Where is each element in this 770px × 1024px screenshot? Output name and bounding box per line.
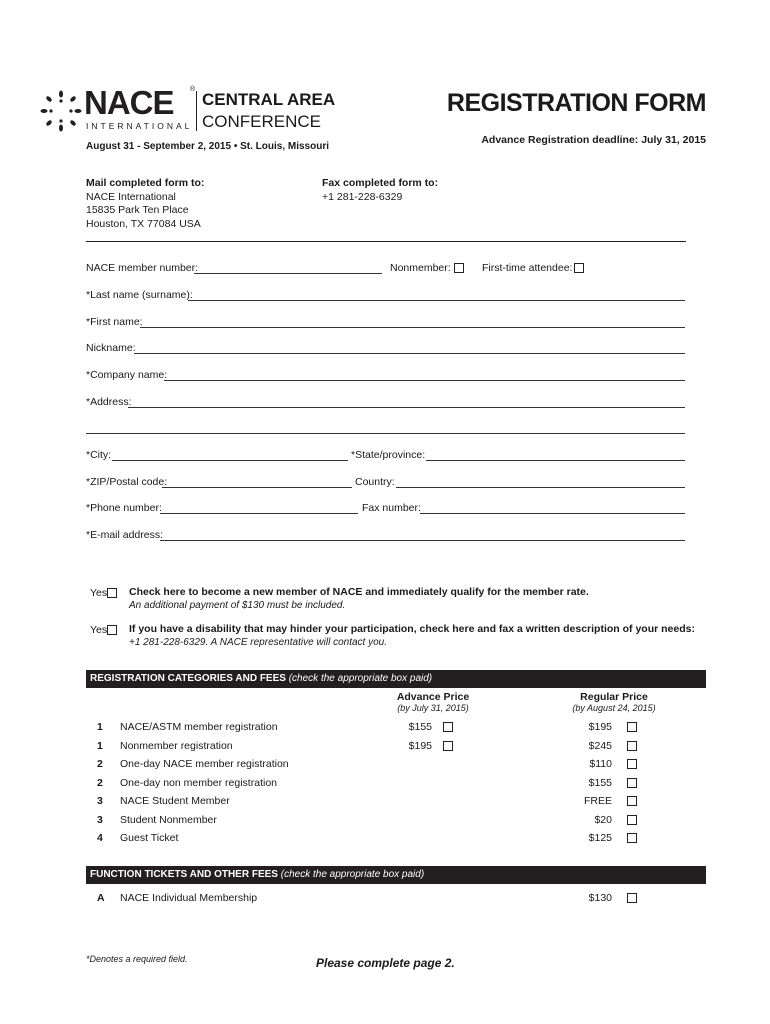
company-input[interactable] xyxy=(164,380,685,381)
disability-note: +1 281-228-6329. A NACE representative will contact you. xyxy=(129,637,388,648)
registration-section-hint: (check the appropriate box paid) xyxy=(288,673,433,684)
deadline-text: Advance Registration deadline: July 31, 2015 xyxy=(481,134,706,146)
mail-heading: Mail completed form to: xyxy=(86,177,205,189)
advance-price-heading: Advance Price xyxy=(396,691,470,703)
first-time-checkbox[interactable] xyxy=(574,263,584,273)
regular-price: $155 xyxy=(588,776,612,789)
function-row-num: A xyxy=(97,892,105,904)
regular-price-checkbox[interactable] xyxy=(627,722,637,732)
row-number: 1 xyxy=(97,739,103,752)
membership-yes-label: Yes xyxy=(90,587,108,599)
mail-line: NACE International xyxy=(86,190,176,203)
email-input[interactable] xyxy=(160,540,685,541)
logo-sub: INTERNATIONAL xyxy=(86,121,193,131)
fax-number-label: Fax number: xyxy=(362,502,421,514)
function-row-regular-price: $130 xyxy=(588,892,612,904)
disability-checkbox[interactable] xyxy=(107,625,117,635)
membership-note: An additional payment of $130 must be included. xyxy=(129,600,346,611)
phone-label: *Phone number: xyxy=(86,502,162,514)
advance-price-sub: (by July 31, 2015) xyxy=(397,703,469,713)
logo-brand: NACE xyxy=(84,84,174,121)
row-number: 3 xyxy=(97,795,103,807)
zip-label: *ZIP/Postal code: xyxy=(86,476,168,488)
table-row xyxy=(0,777,770,793)
event-line1: CENTRAL AREA xyxy=(202,90,336,109)
first-name-input[interactable] xyxy=(140,327,685,328)
regular-price-checkbox[interactable] xyxy=(627,796,637,806)
table-row xyxy=(0,814,770,830)
country-input[interactable] xyxy=(396,487,685,488)
advance-price: $155 xyxy=(408,721,432,733)
function-section-hint: (check the appropriate box paid) xyxy=(280,869,425,880)
continue-note: Please complete page 2. xyxy=(316,956,455,970)
regular-price-checkbox[interactable] xyxy=(627,759,637,769)
address-input-line2[interactable] xyxy=(86,433,685,434)
disability-text: If you have a disability that may hinder your participation, check here and fax a written description of your needs: xyxy=(129,623,695,635)
first-name-label: *First name: xyxy=(86,316,143,328)
membership-checkbox[interactable] xyxy=(107,588,117,598)
nickname-input[interactable] xyxy=(134,353,685,354)
regular-price-sub: (by August 24, 2015) xyxy=(572,703,656,713)
table-row xyxy=(0,721,770,737)
company-label: *Company name: xyxy=(86,369,168,381)
regular-price-checkbox[interactable] xyxy=(627,778,637,788)
advance-price: $195 xyxy=(408,739,432,752)
row-label: Nonmember registration xyxy=(120,739,233,752)
regular-price: $125 xyxy=(588,832,612,844)
logo-divider xyxy=(196,91,197,131)
row-number: 4 xyxy=(97,832,103,844)
mail-line: 15835 Park Ten Place xyxy=(86,204,189,216)
fax-number: +1 281-228-6329 xyxy=(322,190,403,203)
disability-yes-label: Yes xyxy=(90,624,108,636)
advance-price-checkbox[interactable] xyxy=(443,722,453,732)
event-dates: August 31 - September 2, 2015 • St. Louis, Missouri xyxy=(86,141,330,152)
nace-logo-emblem xyxy=(40,90,82,132)
row-number: 2 xyxy=(97,758,103,770)
country-label: Country: xyxy=(355,476,395,488)
zip-input[interactable] xyxy=(162,487,352,488)
regular-price-checkbox[interactable] xyxy=(627,741,637,751)
function-row-regular-checkbox[interactable] xyxy=(627,893,637,903)
address-label: *Address: xyxy=(86,396,132,408)
regular-price: $195 xyxy=(588,721,612,733)
phone-input[interactable] xyxy=(160,513,358,514)
mail-block xyxy=(86,177,204,231)
row-number: 1 xyxy=(97,721,103,733)
city-input[interactable] xyxy=(112,460,348,461)
state-label: *State/province: xyxy=(351,449,426,461)
registration-section-title: REGISTRATION CATEGORIES AND FEES xyxy=(90,673,286,684)
table-row xyxy=(0,832,770,848)
fax-heading: Fax completed form to: xyxy=(322,177,439,189)
city-label: *City: xyxy=(86,449,112,461)
row-label: One-day NACE member registration xyxy=(120,758,289,770)
row-label: NACE Student Member xyxy=(120,795,230,807)
fax-block xyxy=(322,177,438,204)
row-label: Student Nonmember xyxy=(120,813,217,826)
regular-price-heading: Regular Price xyxy=(580,691,648,703)
section-divider xyxy=(86,241,686,242)
registered-mark: ® xyxy=(190,86,196,93)
required-note: *Denotes a required field. xyxy=(86,954,188,964)
email-label: *E-mail address: xyxy=(86,529,164,541)
membership-text: Check here to become a new member of NACE and immediately qualify for the member rate. xyxy=(129,586,589,598)
last-name-label: *Last name (surname): xyxy=(86,289,193,301)
row-label: NACE/ASTM member registration xyxy=(120,721,278,733)
table-row xyxy=(0,795,770,811)
row-number: 2 xyxy=(97,776,103,789)
nonmember-label: Nonmember: xyxy=(390,262,451,274)
regular-price: $245 xyxy=(588,739,612,752)
nickname-label: Nickname: xyxy=(86,342,136,354)
fax-number-input[interactable] xyxy=(420,513,685,514)
state-input[interactable] xyxy=(426,460,685,461)
page-title: REGISTRATION FORM xyxy=(446,89,706,117)
member-number-input[interactable] xyxy=(194,273,382,274)
event-line2: CONFERENCE xyxy=(202,112,322,131)
row-label: Guest Ticket xyxy=(120,832,179,844)
member-number-label: NACE member number: xyxy=(86,262,199,274)
regular-price: $110 xyxy=(589,758,612,770)
function-section-header xyxy=(86,866,706,884)
regular-price-checkbox[interactable] xyxy=(627,833,637,843)
table-row xyxy=(0,758,770,774)
regular-price: $20 xyxy=(594,813,612,826)
regular-price: FREE xyxy=(583,795,612,807)
function-row-label: NACE Individual Membership xyxy=(120,892,258,904)
registration-section-header xyxy=(86,670,706,688)
last-name-input[interactable] xyxy=(188,300,685,301)
first-time-label: First-time attendee: xyxy=(482,262,573,274)
nonmember-checkbox[interactable] xyxy=(454,263,464,273)
row-number: 3 xyxy=(97,813,103,826)
regular-price-checkbox[interactable] xyxy=(627,815,637,825)
table-row xyxy=(0,740,770,756)
address-input[interactable] xyxy=(128,407,685,408)
advance-price-checkbox[interactable] xyxy=(443,741,453,751)
function-section-title: FUNCTION TICKETS AND OTHER FEES xyxy=(90,869,278,880)
mail-line: Houston, TX 77084 USA xyxy=(86,217,201,230)
row-label: One-day non member registration xyxy=(120,776,277,789)
